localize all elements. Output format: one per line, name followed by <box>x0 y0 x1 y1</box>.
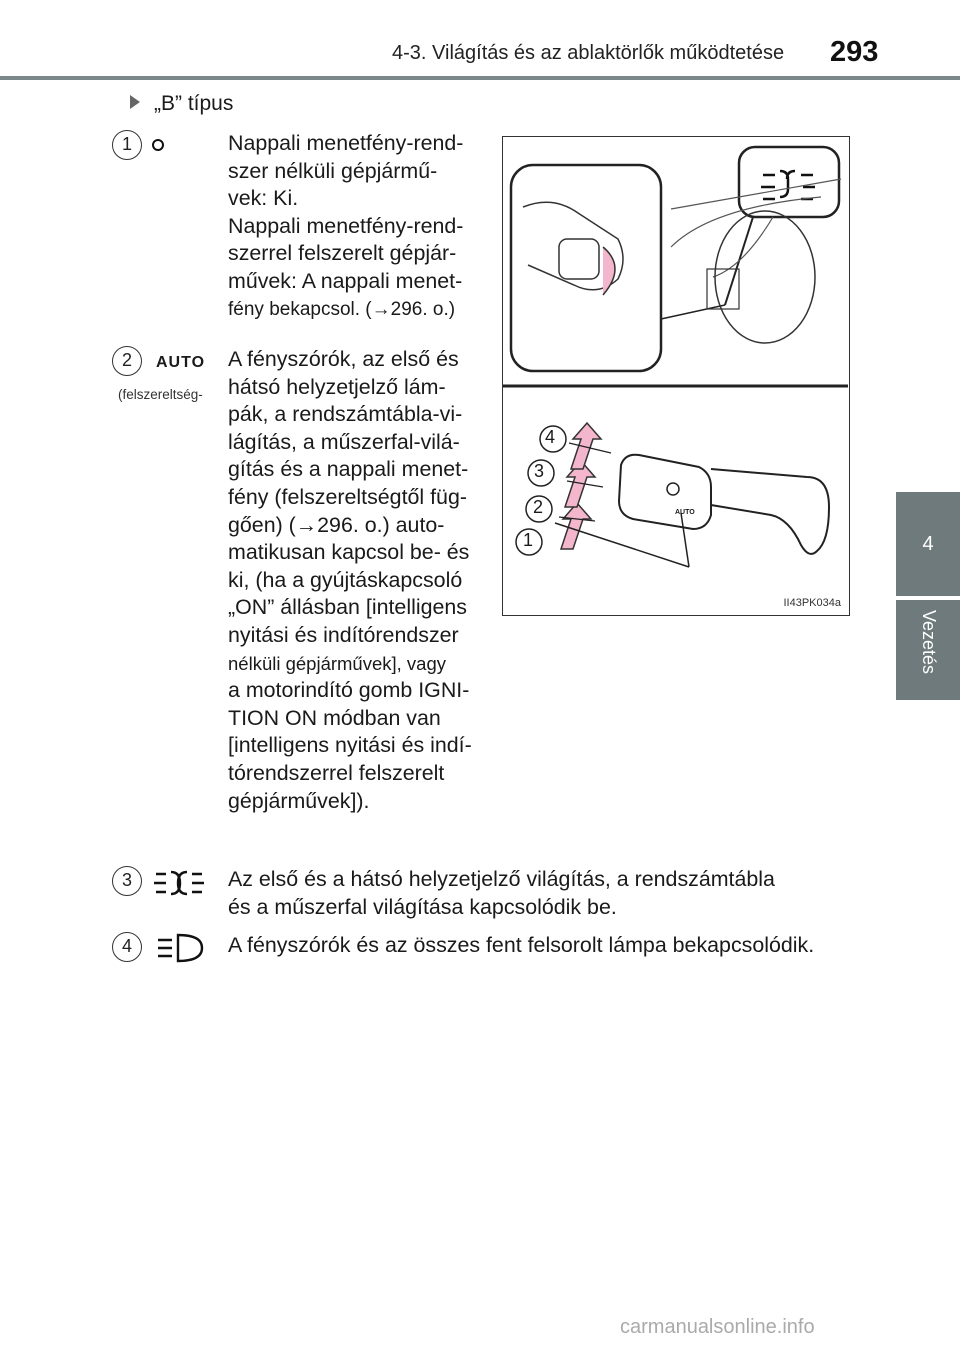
text-line: TION ON módban van <box>228 705 441 730</box>
figure-label-3: 3 <box>534 461 545 481</box>
text-line: és a műszerfal világítása kapcsolódik be. <box>228 894 617 919</box>
text-line: nélküli gépjárművek], vagy <box>228 652 446 674</box>
text-line: gően) (→296. o.) auto- <box>228 512 445 537</box>
text-line: a motorindító gomb IGNI- <box>228 678 470 703</box>
item-number-2: 2 <box>112 346 142 376</box>
text-line: Az első és a hátsó helyzetjelző világítás, a rendszámtábla <box>228 867 775 891</box>
chapter-tab-number: 4 <box>896 492 960 596</box>
headlight-switch-figure <box>502 136 850 616</box>
text-line: Nappali menetfény-rend- <box>228 131 464 155</box>
chapter-tab-label <box>896 600 960 700</box>
triangle-bullet-icon <box>130 95 140 109</box>
text-line: pák, a rendszámtábla-vi- <box>228 402 463 427</box>
text-line: művek: A nappali menet- <box>228 268 463 293</box>
header-title: 4-3. Világítás és az ablaktörlők működtetése <box>392 42 785 64</box>
text-line: ki, (ha a gyújtáskapcsoló <box>228 567 463 592</box>
item-1-text <box>228 130 490 323</box>
switch-auto-mark: AUTO <box>675 509 695 516</box>
watermark: carmanualsonline.info <box>620 1316 815 1338</box>
item-number-3: 3 <box>112 866 142 896</box>
parking-light-icon <box>152 868 206 898</box>
text-line: [intelligens nyitási és indí- <box>228 733 472 758</box>
text-line: matikusan kapcsol be- és <box>228 540 470 565</box>
text-line: A fényszórók, az első és <box>228 347 459 371</box>
item-2-text <box>228 346 490 815</box>
switch-illustration <box>503 137 848 614</box>
figure-caption: II43PK034a <box>783 597 841 609</box>
auto-symbol-note: (felszereltség- <box>118 387 203 402</box>
text-line: hátsó helyzetjelző lám- <box>228 374 446 399</box>
item-3-text <box>228 866 845 921</box>
item-4-text <box>228 932 848 960</box>
off-circle-icon <box>150 137 166 153</box>
text-line: lágítás, a műszerfal-vilá- <box>228 429 460 454</box>
text-line: gítás és a nappali menet- <box>228 457 469 482</box>
text-line: nyitási és indítórendszer <box>228 622 459 647</box>
auto-symbol: AUTO <box>156 354 206 371</box>
chapter-label-text: Vezetés <box>919 610 939 675</box>
figure-label-4: 4 <box>545 427 556 447</box>
text-line: szer nélküli gépjármű- <box>228 158 438 183</box>
item-number-1: 1 <box>112 130 142 160</box>
text-line: gépjárművek]). <box>228 788 370 813</box>
figure-label-1: 1 <box>523 530 534 550</box>
text-line: fény (felszereltségtől füg- <box>228 484 467 509</box>
item-number-4: 4 <box>112 932 142 962</box>
text-line: „ON” állásban [intelligens <box>228 595 467 620</box>
type-line <box>130 92 233 116</box>
page-number: 293 <box>830 36 879 68</box>
text-line: vek: Ki. <box>228 186 299 211</box>
type-line-text: „B” típus <box>154 92 234 115</box>
text-line: tórendszerrel felszerelt <box>228 760 445 785</box>
headlight-icon <box>156 932 208 964</box>
header-rule <box>0 76 960 80</box>
text-line: A fényszórók és az összes fent felsorolt lámpa bekapcsolódik. <box>228 933 815 957</box>
text-line: szerrel felszerelt gépjár- <box>228 241 457 266</box>
text-line: fény bekapcsol. (→296. o.) <box>228 298 456 320</box>
figure-label-2: 2 <box>533 497 544 517</box>
text-line: Nappali menetfény-rend- <box>228 213 464 238</box>
